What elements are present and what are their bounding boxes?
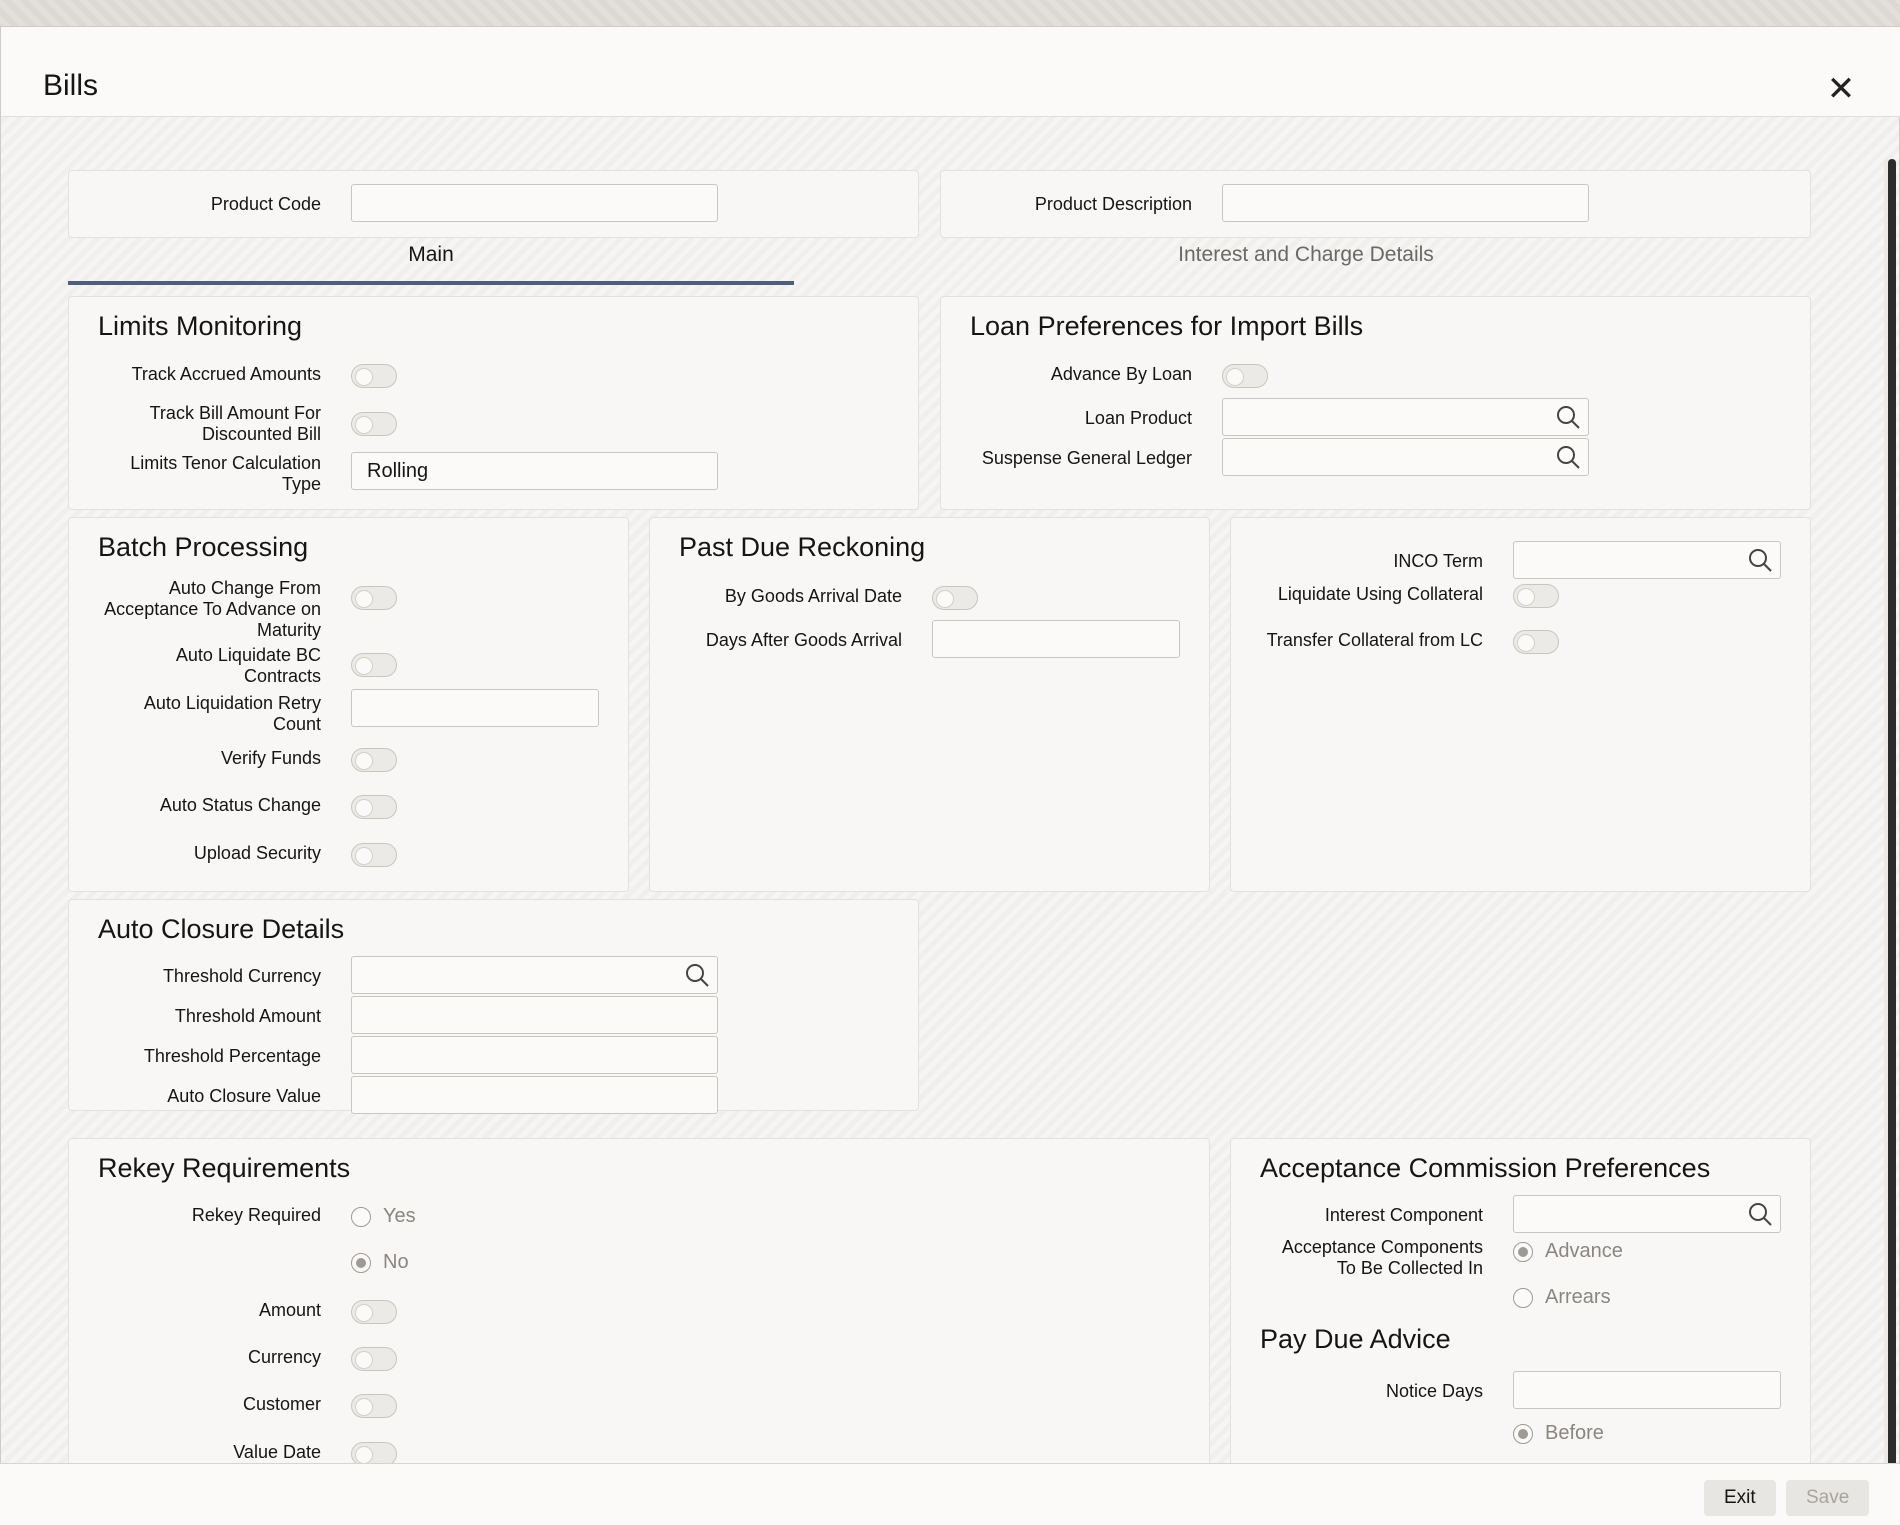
past-due-title: Past Due Reckoning [679,532,926,562]
exit-button[interactable]: Exit [1704,1480,1776,1516]
liquidate-using-collateral-label: Liquidate Using Collateral [1277,584,1483,604]
track-bill-amount-toggle[interactable] [351,412,397,436]
auto-liquidate-label [69,645,321,687]
interest-component-input[interactable] [1513,1195,1781,1233]
advance-label: Advance [1545,1240,1623,1262]
before-label: Before [1545,1422,1604,1444]
auto-liquidate-toggle[interactable] [351,653,397,677]
search-icon[interactable] [1747,1201,1773,1227]
upload-security-label: Upload Security [193,843,321,863]
track-bill-amount-label [69,403,321,445]
upload-security-toggle[interactable] [351,843,397,867]
transfer-collateral-label: Transfer Collateral from LC [1266,630,1483,650]
product-description-panel [940,170,1811,238]
search-icon[interactable] [1555,404,1581,430]
transfer-collateral-toggle[interactable] [1513,630,1559,654]
bills-dialog [0,26,1900,1525]
advance-by-loan-toggle[interactable] [1222,364,1268,388]
components-collected-label-line1: Acceptance Components [1281,1237,1483,1257]
inco-panel [1230,517,1811,892]
advance-radio[interactable] [1513,1242,1533,1262]
tab-main[interactable]: Main [68,243,794,285]
acceptance-commission-panel [1230,1138,1811,1489]
limits-tenor-label-line2: Type [281,474,321,494]
vertical-scrollbar-thumb[interactable] [1888,159,1896,1489]
batch-processing-title: Batch Processing [98,532,309,562]
dialog-title: Bills [43,69,99,102]
past-due-panel [649,517,1210,892]
liquidate-using-collateral-toggle[interactable] [1513,584,1559,608]
pay-due-advice-title: Pay Due Advice [1260,1324,1451,1354]
retry-count-label [69,693,321,735]
loan-product-label: Loan Product [1084,408,1192,428]
threshold-percentage-label: Threshold Percentage [143,1046,321,1066]
rekey-no-label: No [383,1251,409,1273]
auto-change-label-line1: Auto Change From [168,578,321,598]
limits-tenor-label [69,453,321,495]
loan-product-input[interactable] [1222,398,1589,436]
product-description-label: Product Description [1034,194,1192,214]
rekey-amount-label: Amount [258,1300,321,1320]
product-code-label: Product Code [210,194,321,214]
rekey-no-radio[interactable] [351,1253,371,1273]
interest-component-label: Interest Component [1324,1205,1483,1225]
rekey-amount-toggle[interactable] [351,1300,397,1324]
search-icon[interactable] [1747,547,1773,573]
retry-count-input[interactable] [351,689,599,727]
days-after-goods-arrival-label: Days After Goods Arrival [705,630,902,650]
rekey-customer-toggle[interactable] [351,1394,397,1418]
inco-term-label: INCO Term [1393,551,1483,571]
notice-days-input[interactable] [1513,1371,1781,1409]
auto-change-label-line3: Maturity [256,620,321,640]
product-description-input[interactable] [1222,184,1589,222]
threshold-amount-input[interactable] [351,996,718,1034]
components-collected-label [1231,1237,1483,1279]
product-code-input[interactable] [351,184,718,222]
batch-processing-panel [68,517,629,892]
form-scroll-area[interactable] [1,137,1900,1489]
track-accrued-amounts-label: Track Accrued Amounts [131,364,321,384]
threshold-currency-input[interactable] [351,956,718,994]
suspense-gl-label: Suspense General Ledger [981,448,1192,468]
auto-liquidate-label-line1: Auto Liquidate BC [175,645,321,665]
arrears-label: Arrears [1545,1286,1611,1308]
threshold-amount-label: Threshold Amount [174,1006,321,1026]
by-goods-arrival-date-label: By Goods Arrival Date [724,586,902,606]
days-after-goods-arrival-input[interactable] [932,620,1180,658]
acceptance-commission-title: Acceptance Commission Preferences [1260,1153,1711,1183]
components-collected-label-line2: To Be Collected In [1336,1258,1483,1278]
product-code-panel [68,170,919,238]
limits-monitoring-title: Limits Monitoring [98,311,303,341]
rekey-yes-radio[interactable] [351,1207,371,1227]
auto-closure-title: Auto Closure Details [98,914,345,944]
threshold-percentage-input[interactable] [351,1036,718,1074]
limits-tenor-input[interactable] [351,452,718,490]
search-icon[interactable] [684,962,710,988]
auto-change-label-line2: Acceptance To Advance on [104,599,321,619]
loan-preferences-title: Loan Preferences for Import Bills [970,311,1364,341]
inco-term-input[interactable] [1513,541,1781,579]
arrears-radio[interactable] [1513,1288,1533,1308]
track-bill-amount-label-line2: Discounted Bill [201,424,321,444]
auto-status-change-toggle[interactable] [351,795,397,819]
advance-by-loan-label: Advance By Loan [1050,364,1192,384]
rekey-panel [68,1138,1210,1489]
verify-funds-label: Verify Funds [220,748,321,768]
close-icon[interactable]: ✕ [1826,70,1856,108]
track-bill-amount-label-line1: Track Bill Amount For [149,403,321,423]
verify-funds-toggle[interactable] [351,748,397,772]
loan-preferences-panel [940,296,1811,510]
auto-change-toggle[interactable] [351,586,397,610]
dialog-header [1,27,1900,117]
tab-interest-and-charge-details[interactable]: Interest and Charge Details [1178,243,1434,266]
retry-count-label-line2: Count [272,714,321,734]
rekey-required-label: Rekey Required [191,1205,321,1225]
suspense-gl-input[interactable] [1222,438,1589,476]
dialog-footer [0,1463,1900,1525]
by-goods-arrival-date-toggle[interactable] [932,586,978,610]
auto-status-change-label: Auto Status Change [159,795,321,815]
rekey-currency-label: Currency [247,1347,321,1367]
before-radio[interactable] [1513,1424,1533,1444]
limits-tenor-label-line1: Limits Tenor Calculation [130,453,321,473]
retry-count-label-line1: Auto Liquidation Retry [143,693,321,713]
auto-change-label [69,578,321,641]
auto-closure-value-input[interactable] [351,1076,718,1114]
auto-liquidate-label-line2: Contracts [243,666,321,686]
rekey-customer-label: Customer [242,1394,321,1414]
auto-closure-panel [68,899,919,1111]
limits-monitoring-panel [68,296,919,510]
rekey-value-date-label: Value Date [233,1442,321,1462]
rekey-yes-label: Yes [383,1205,416,1227]
save-button[interactable]: Save [1786,1480,1869,1516]
threshold-currency-label: Threshold Currency [162,966,321,986]
rekey-currency-toggle[interactable] [351,1347,397,1371]
track-accrued-amounts-toggle[interactable] [351,364,397,388]
auto-closure-value-label: Auto Closure Value [167,1086,321,1106]
rekey-title: Rekey Requirements [98,1153,351,1183]
notice-days-label: Notice Days [1385,1381,1483,1401]
search-icon[interactable] [1555,444,1581,470]
